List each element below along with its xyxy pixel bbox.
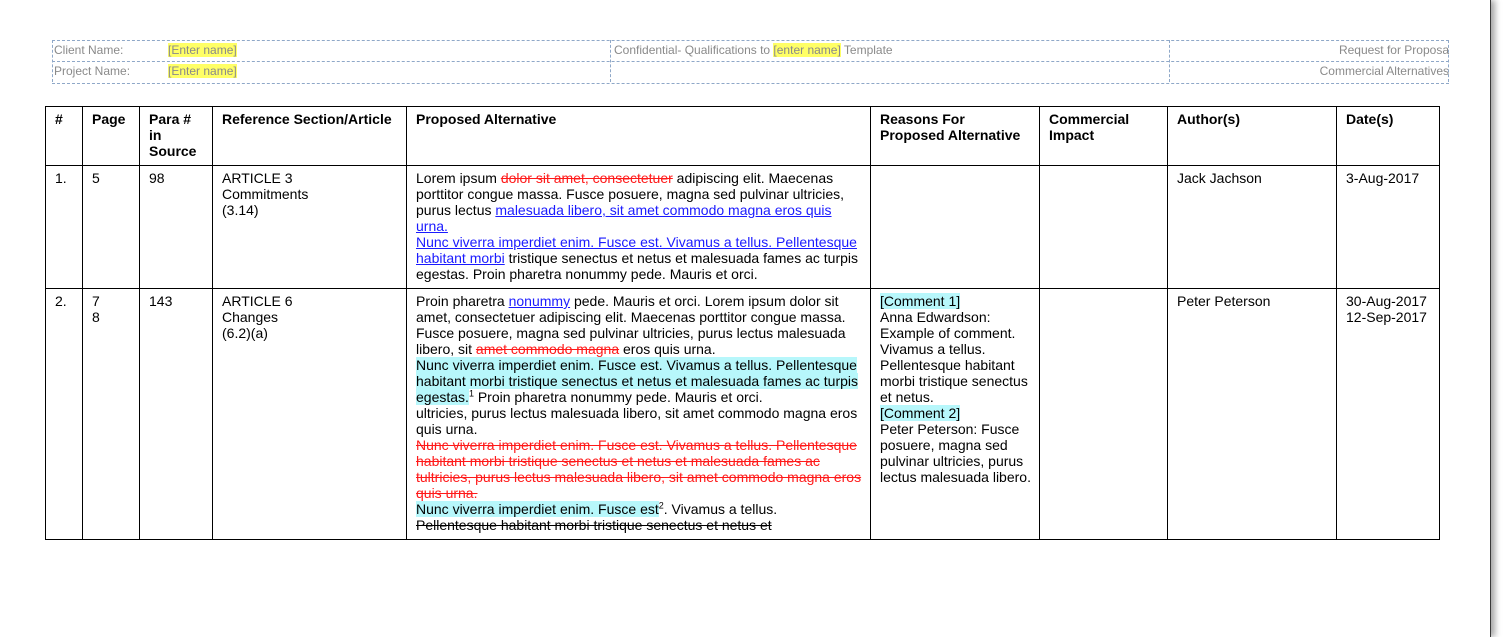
col-header-proposed: Proposed Alternative [407, 107, 871, 166]
row-author: Peter Peterson [1168, 289, 1337, 540]
date-line: 30-Aug-2017 [1346, 293, 1427, 309]
reference-line: ARTICLE 6 [222, 293, 293, 309]
table-row [46, 289, 1440, 540]
project-name-label: Project Name: [54, 64, 131, 78]
text-run: Proin pharetra [416, 293, 509, 309]
inserted-text: malesuada libero, sit amet commodo magna eros quis urna. [416, 202, 832, 234]
footnote-ref[interactable]: 1 [468, 388, 474, 399]
text-run: Proin pharetra nonummy pede. Mauris et orci. [473, 389, 763, 405]
date-line: 12-Sep-2017 [1346, 309, 1427, 325]
comment-tag[interactable]: [Comment 1] [880, 293, 961, 309]
deleted-text: amet commodo magna [475, 341, 620, 357]
header-row-bottom [52, 61, 1449, 84]
text-run: adipiscing elit. Maecenas porttitor congue massa. Fusce posuere, magna sed pulvinar ultricies, purus lectus [416, 170, 844, 218]
comment-text: Peter Peterson: Fusce posuere, magna sed pulvinar ultricies, purus lectus malesuada libero. [880, 421, 1031, 485]
col-header-dates: Date(s) [1337, 107, 1440, 166]
col-header-authors: Author(s) [1168, 107, 1337, 166]
page-line: 8 [92, 309, 100, 325]
page-header [52, 40, 1449, 82]
col-header-reasons: Reasons For Proposed Alternative [871, 107, 1040, 166]
row-impact [1040, 166, 1168, 289]
page-line: 7 [92, 293, 100, 309]
row-reasons [871, 289, 1040, 540]
text-run: pede. Mauris et orci. Lorem ipsum dolor sit amet, consectetuer adipiscing elit. Maecenas porttitor congue massa. Fusce posuere, magna sed pulvinar ultricies, purus lectus malesuada libero, sit [416, 293, 846, 357]
proposed-paragraph [416, 293, 864, 357]
text-run: . Vivamus a tellus. [663, 501, 778, 517]
row-number: 1. [46, 166, 83, 289]
reference-line: Commitments [222, 186, 309, 202]
row-page [83, 289, 140, 540]
row-reference [213, 289, 407, 540]
text-run: tristique senectus et netus et malesuada fames ac turpis egestas. Proin pharetra nonummy pede. Mauris et orci. [416, 250, 859, 282]
proposed-paragraph [416, 437, 864, 501]
client-name-label: Client Name: [54, 43, 124, 57]
row-para: 98 [140, 166, 213, 289]
comment-tag[interactable]: [Comment 2] [880, 405, 961, 421]
col-header-impact: Commercial Impact [1040, 107, 1168, 166]
row-reasons [871, 166, 1040, 289]
row-page: 5 [83, 166, 140, 289]
col-header-para: Para # in Source [140, 107, 213, 166]
row-date [1337, 289, 1440, 540]
text-run: Lorem ipsum [416, 170, 501, 186]
row-proposed-alternative[interactable] [407, 166, 871, 289]
header-right-top: Request for Proposa [1338, 43, 1449, 57]
highlighted-text: Nunc viverra imperdiet enim. Fusce est [416, 501, 659, 517]
reference-line: (6.2)(a) [222, 325, 268, 341]
row-impact [1040, 289, 1168, 540]
center-name-field[interactable]: [enter name] [773, 43, 841, 57]
row-reference [213, 166, 407, 289]
project-name-field[interactable]: [Enter name] [168, 64, 237, 78]
table-header-row [46, 107, 1440, 166]
inserted-text: Nunc viverra imperdiet enim. Fusce est. Vivamus a tellus. Pellentesque habitant morbi [416, 234, 857, 266]
header-divider [610, 40, 611, 82]
proposed-paragraph [416, 234, 864, 282]
header-divider [52, 40, 53, 82]
proposed-paragraph [416, 501, 864, 517]
deleted-text: dolor sit amet, consectetuer [500, 170, 673, 186]
proposed-paragraph: ultricies, purus lectus malesuada libero, sit amet commodo magna eros quis urna. [416, 405, 858, 437]
reference-line: ARTICLE 3 [222, 170, 293, 186]
comment-text: Anna Edwardson: Example of comment. Vivamus a tellus. Pellentesque habitant morbi tristique senectus et netus. [880, 309, 1028, 405]
header-row-top [52, 40, 1449, 62]
text-run: eros quis urna. [619, 341, 716, 357]
col-header-reference: Reference Section/Article [213, 107, 407, 166]
row-proposed-alternative[interactable] [407, 289, 871, 540]
table-row [46, 166, 1440, 289]
deleted-text: Nunc viverra imperdiet enim. Fusce est. Vivamus a tellus. Pellentesque habitant morbi tristique senectus et netus et malesuada fames ac tultricies, purus lectus malesuada libero, sit amet commodo magna eros quis urna. [416, 437, 862, 501]
row-para: 143 [140, 289, 213, 540]
reference-line: (3.14) [222, 202, 259, 218]
highlighted-text: Nunc viverra imperdiet enim. Fusce est. Vivamus a tellus. Pellentesque habitant morbi tristique senectus et netus et malesuada fames ac turpis egestas. [416, 357, 859, 405]
reference-line: Changes [222, 309, 279, 325]
center-suffix: Template [840, 43, 893, 57]
alternatives-table [45, 106, 1440, 540]
proposed-paragraph [416, 517, 864, 533]
row-number: 2. [46, 289, 83, 540]
footnote-ref[interactable]: 2 [658, 500, 664, 511]
center-prefix: Confidential- Qualifications to [614, 43, 774, 57]
header-divider [1448, 40, 1449, 82]
row-author: Jack Jachson [1168, 166, 1337, 289]
col-header-num: # [46, 107, 83, 166]
client-name-field[interactable]: [Enter name] [168, 43, 237, 57]
header-divider [1169, 40, 1170, 82]
proposed-paragraph [416, 170, 864, 234]
header-center-title [614, 43, 893, 57]
header-right-bottom: Commercial Alternatives [1319, 64, 1449, 78]
col-header-page: Page [83, 107, 140, 166]
row-date: 3-Aug-2017 [1337, 166, 1440, 289]
inserted-text: nonummy [508, 293, 571, 309]
proposed-paragraph [416, 357, 864, 405]
deleted-text: Pellentesque habitant morbi tristique senectus et netus et [416, 517, 772, 533]
